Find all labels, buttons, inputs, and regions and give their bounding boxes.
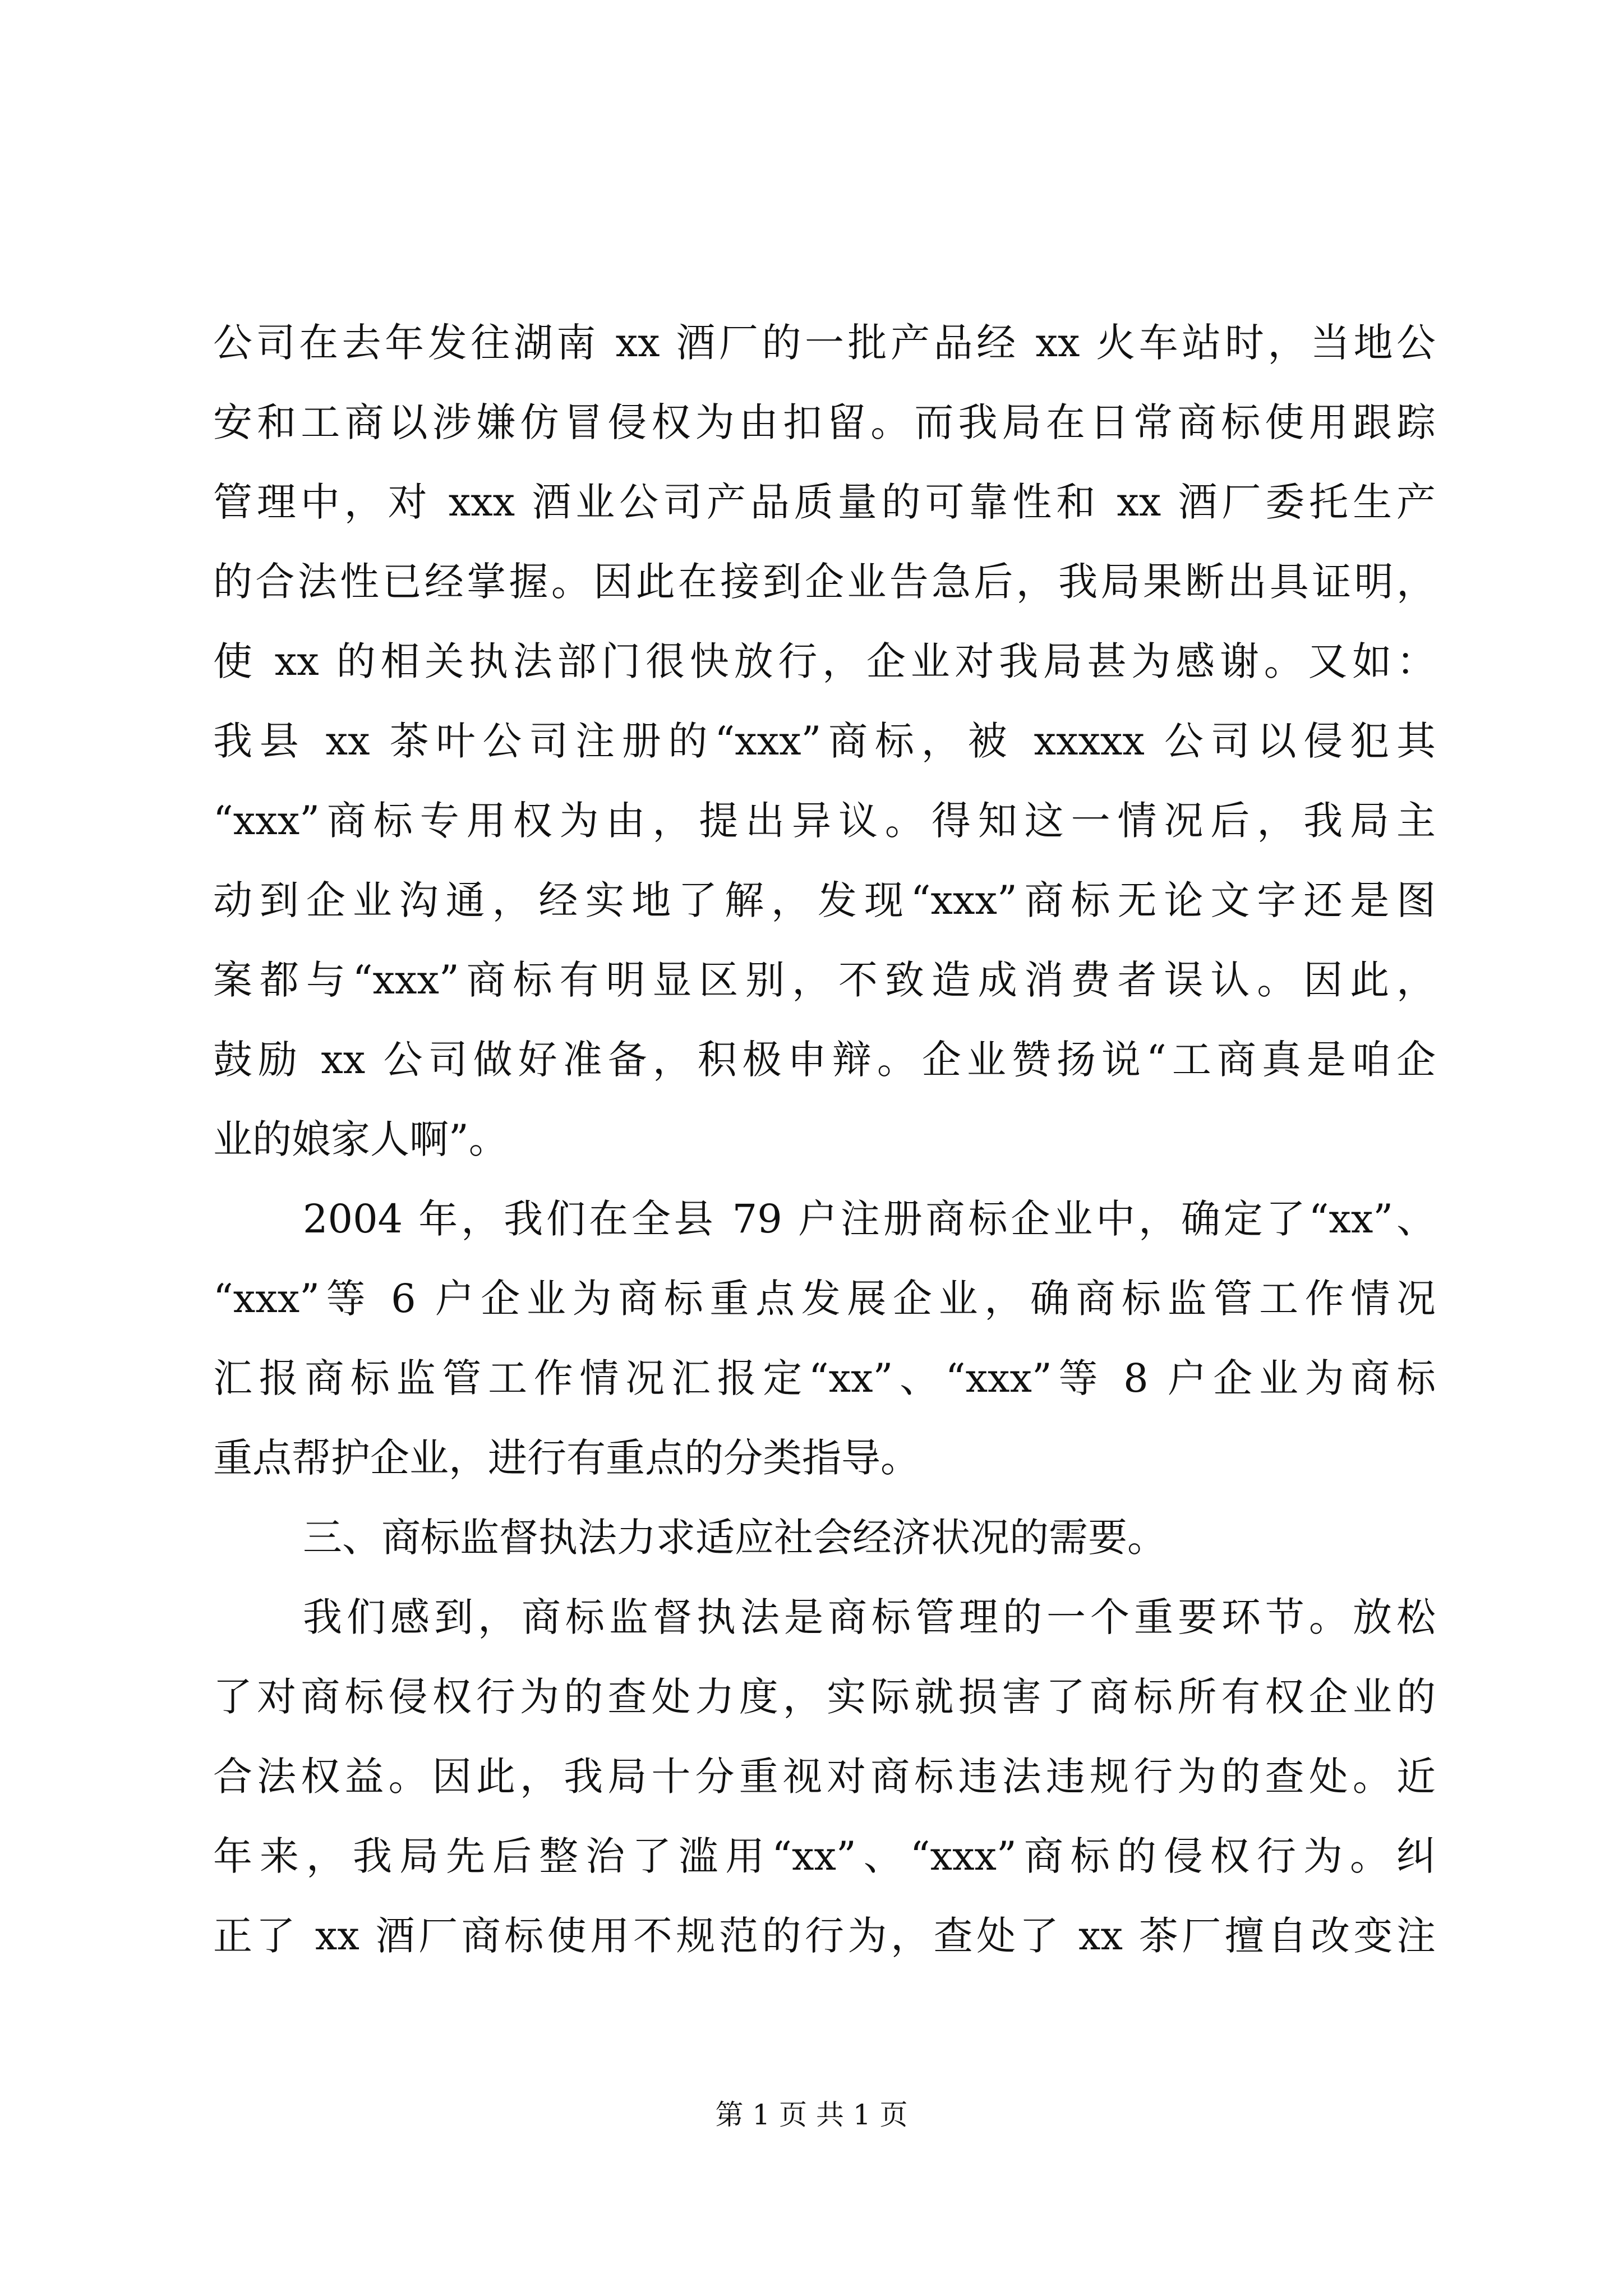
text-line: 重点帮护企业，进行有重点的分类指导。 <box>213 1435 920 1481</box>
text-line: 鼓励 xx 公司做好准备，积极申辩。企业赞扬说“工商真是咱企 <box>213 1037 1436 1083</box>
text-line: 合法权益。因此，我局十分重视对商标违法违规行为的查处。近 <box>213 1754 1436 1800</box>
text-line: 我们感到，商标监督执法是商标管理的一个重要环节。放松 <box>303 1594 1436 1640</box>
text-line: 案都与“xxx”商标有明显区别，不致造成消费者误认。因此， <box>213 957 1436 1003</box>
text-line: 年来，我局先后整治了滥用“xx”、“xxx”商标的侵权行为。纠 <box>213 1833 1436 1879</box>
text-line: 公司在去年发往湖南 xx 酒厂的一批产品经 xx 火车站时，当地公 <box>213 320 1436 366</box>
page-footer <box>0 2098 1623 2132</box>
section-heading: 三、商标监督执法力求适应社会经济状况的需要。 <box>303 1515 1166 1561</box>
text-line: 管理中，对 xxx 酒业公司产品质量的可靠性和 xx 酒厂委托生产 <box>213 479 1436 525</box>
page-number: 第 1 页 共 1 页 <box>715 2099 908 2131</box>
text-line: 安和工商以涉嫌仿冒侵权为由扣留。而我局在日常商标使用跟踪 <box>213 399 1436 445</box>
text-line: 正了 xx 酒厂商标使用不规范的行为，查处了 xx 茶厂擅自改变注 <box>213 1913 1436 1959</box>
document-body <box>213 303 1436 1976</box>
text-line: 汇报商标监管工作情况汇报定“xx”、“xxx”等 8 户企业为商标 <box>213 1355 1436 1401</box>
text-line: 的合法性已经掌握。因此在接到企业告急后，我局果断出具证明， <box>213 559 1436 605</box>
text-line: “xxx”等 6 户企业为商标重点发展企业，确商标监管工作情况 <box>213 1276 1436 1322</box>
text-line: 了对商标侵权行为的查处力度，实际就损害了商标所有权企业的 <box>213 1674 1436 1720</box>
text-line: 动到企业沟通，经实地了解，发现“xxx”商标无论文字还是图 <box>213 877 1436 923</box>
text-line: 2004 年，我们在全县 79 户注册商标企业中，确定了“xx”、 <box>303 1196 1436 1242</box>
text-line: 使 xx 的相关执法部门很快放行，企业对我局甚为感谢。又如： <box>213 638 1436 684</box>
text-line: 业的娘家人啊”。 <box>213 1116 508 1162</box>
text-line: 我县 xx 茶叶公司注册的“xxx”商标，被 xxxxx 公司以侵犯其 <box>213 718 1436 764</box>
text-line: “xxx”商标专用权为由，提出异议。得知这一情况后，我局主 <box>213 798 1436 844</box>
